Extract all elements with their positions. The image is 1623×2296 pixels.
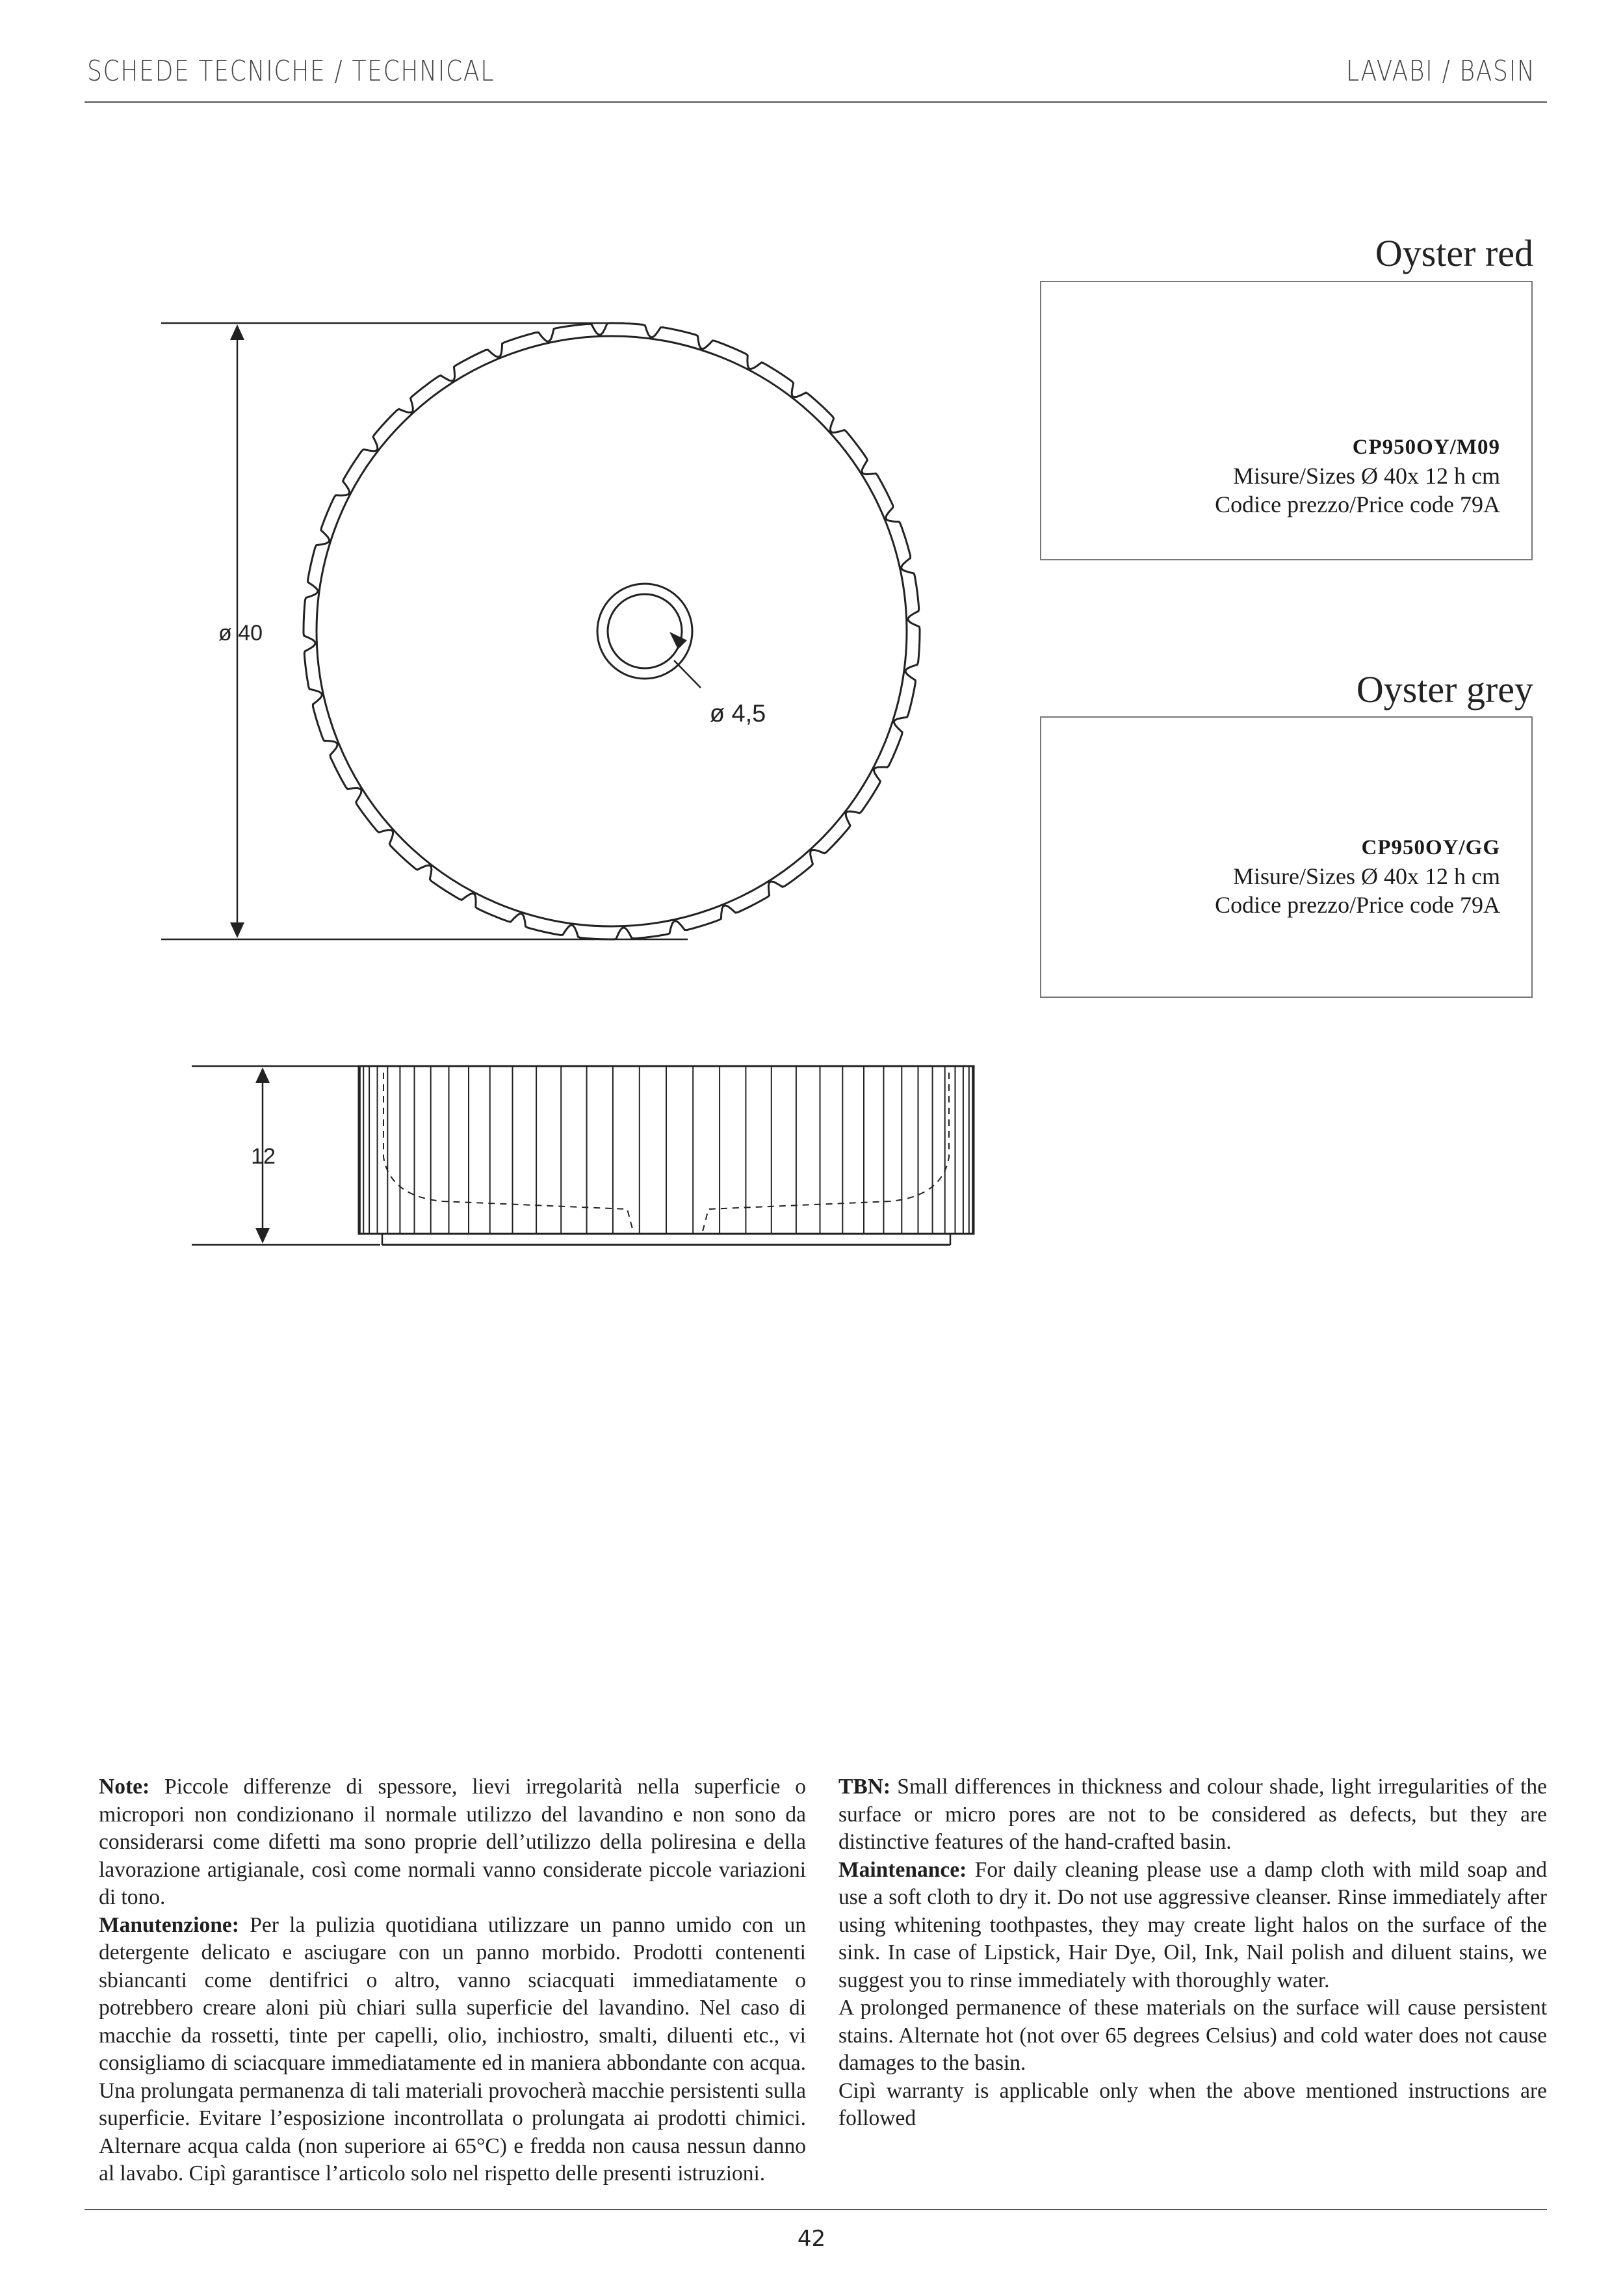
basin-inner-edge: [317, 336, 907, 926]
tbn-text: Small differences in thickness and colour shade, light irregularities of the surface or micro pores are not to be considered as defects, but they are distinctive features of the hand-crafted basin.: [838, 1775, 1547, 1854]
header-section-title: SCHEDE TECNICHE / TECHNICAL: [87, 55, 495, 88]
product-price-code: Codice prezzo/Price code 79A: [1215, 892, 1500, 918]
notes-italian: [99, 1773, 806, 2188]
tbn-label: TBN:: [838, 1775, 891, 1799]
product-title-oyster-red: Oyster red: [1375, 232, 1533, 274]
arrow-bottom: [230, 922, 244, 938]
product-sizes: Misure/Sizes Ø 40x 12 h cm: [1233, 863, 1500, 889]
basin-rim-outline: [304, 323, 920, 939]
notes-english: [838, 1773, 1547, 2133]
warranty-paragraph: Cipì warranty is applicable only when the above mentioned instructions are followed: [838, 2078, 1547, 2130]
footer-rule: [84, 2209, 1547, 2210]
drain-arrow: [669, 632, 687, 649]
maintenance-text: For daily cleaning please use a damp cloth with mild soap and use a soft cloth to dry it. Do not use aggressive cleanser. Rinse immediately after using whitening toothpastes, they may create light halos on the surface of the sink. In case of Lipstick, Hair Dye, Oil, Ink, Nail polish and diluent stains, we suggest you to rinse immediately with thoroughly water.: [838, 1857, 1547, 1992]
maintenance-label: Manutenzione:: [99, 1912, 239, 1937]
arrow-top: [230, 324, 244, 340]
drain-leader-line: [674, 660, 701, 688]
height-arrow-top: [255, 1067, 270, 1083]
product-card-oyster-grey: [1040, 716, 1533, 998]
drain-inner-ring: [608, 594, 682, 668]
drain-diameter-label: ø 4,5: [709, 700, 766, 727]
maintenance-text: Per la pulizia quotidiana utilizzare un panno umido con un detergente delicato e asciugare con un panno morbido. Prodotti contenenti sbiancanti come dentifrici o altro, vanno sciacquati immediatamente o potrebbero creare aloni più chiari sulla superficie del lavandino. Nel caso di macchie da rossetti, tinte per capelli, olio, inchiostro, smalti, diluenti etc., vi consigliamo di sciacquare immediatamente ed in maniera abbondante con acqua. Una prolungata permanenza di tali materiali provocherà macchie persistenti sulla superficie. Evitare l’esposizione incontrollata o prolungata ai prodotti chimici. Alternare acqua calda (non superiore ai 65°C) e fredda non causa nessun danno al lavabo. Cipì garantisce l’articolo solo nel rispetto delle presenti istruzioni.: [99, 1912, 806, 2185]
product-code: CP950OY/GG: [1361, 836, 1500, 859]
side-flutes: [360, 1066, 972, 1234]
product-title-oyster-grey: Oyster grey: [1356, 668, 1533, 711]
height-arrow-bottom: [255, 1228, 270, 1244]
product-info: [1215, 433, 1500, 519]
header-category: LAVABI / BASIN: [1346, 55, 1536, 88]
product-card-oyster-red: [1040, 281, 1533, 560]
note-text: Piccole differenze di spessore, lievi irregolarità nella superficie o micropori non condizionano il normale utilizzo del lavandino e non sono da considerarsi come difetti ma sono proprie dell’utilizzo della poliresina e della lavorazione artigianale, così come normali vanno considerate piccole variazioni di tono.: [99, 1775, 806, 1909]
maintenance-label: Maintenance:: [838, 1857, 967, 1882]
diameter-label: ø 40: [218, 621, 263, 646]
note-label: Note:: [99, 1775, 150, 1799]
permanence-paragraph: A prolonged permanence of these materials on the surface will cause persistent stains. Alternate hot (not over 65 degrees Celsius) and cold water does not cause damages to the basin.: [838, 1996, 1547, 2075]
product-code: CP950OY/M09: [1352, 436, 1500, 459]
height-label: 12: [251, 1144, 276, 1169]
product-sizes: Misure/Sizes Ø 40x 12 h cm: [1233, 463, 1500, 489]
page-number: 42: [797, 2226, 826, 2252]
product-price-code: Codice prezzo/Price code 79A: [1215, 491, 1500, 517]
product-info: [1215, 833, 1500, 919]
